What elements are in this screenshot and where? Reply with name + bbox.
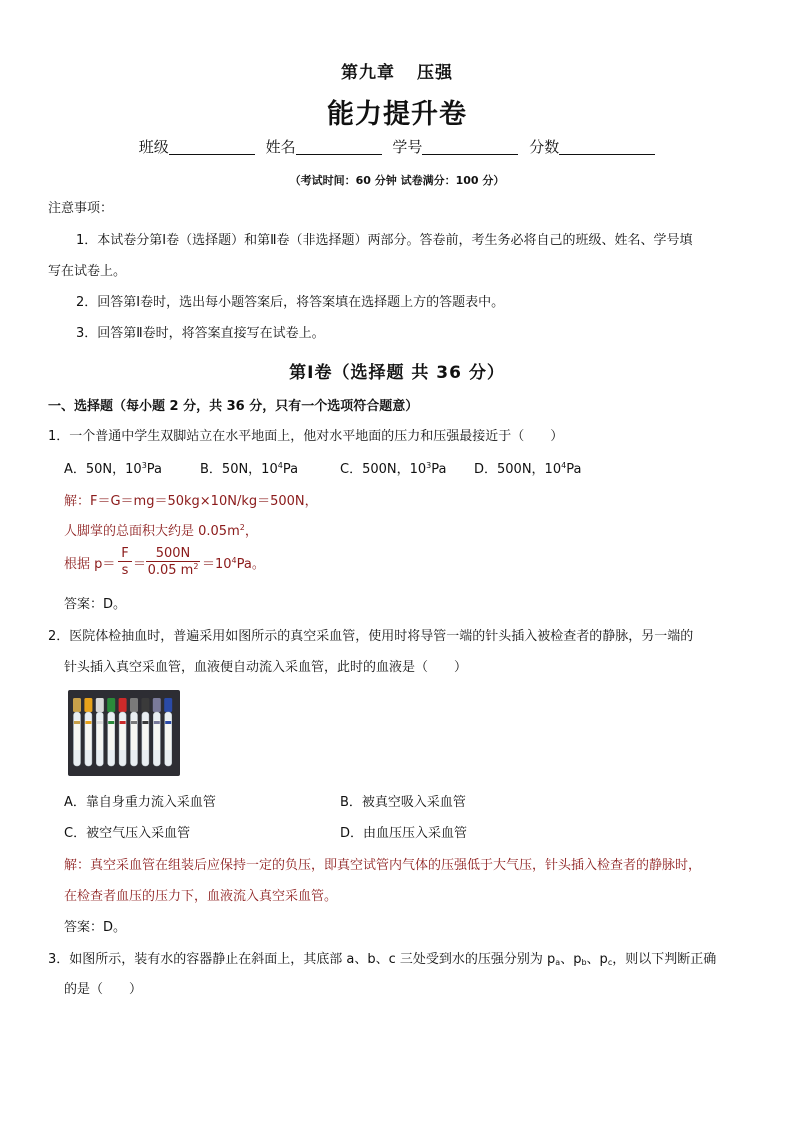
tube-cap (130, 698, 138, 712)
tube-cap (96, 698, 104, 712)
blood-tube (141, 698, 149, 766)
tube-label-stripe (131, 721, 137, 724)
tube-cap (141, 698, 149, 712)
tube-label-stripe (165, 721, 171, 724)
paper-title: 能力提升卷 (327, 99, 467, 130)
tube-label-stripe (74, 721, 80, 724)
score-label: 分数 (529, 138, 560, 156)
tube-cap (153, 698, 161, 712)
q1-option-a: A．50N，$10^3Pa$ (64, 461, 163, 477)
blood-tube (73, 698, 81, 766)
tube-label (74, 720, 80, 750)
blood-tube (164, 698, 172, 766)
q1-result: $=10^4Pa$。 (202, 556, 265, 572)
q1-formula-prefix: 根据 p＝ (64, 557, 116, 572)
blood-tube (107, 698, 115, 766)
notice-item-1: 1．本试卷分第Ⅰ卷（选择题）和第Ⅱ卷（非选择题）两部分。答卷前，考生务必将自己的班级、姓名、学号填 (76, 233, 693, 248)
tube-label (85, 720, 91, 750)
q2-solution-line-2: 在检查者血压的压力下，血液流入真空采血管。 (64, 889, 338, 904)
q2-answer: 答案：D。 (64, 920, 127, 935)
blood-tube (130, 698, 138, 766)
tube-cap (73, 698, 81, 712)
q1-answer: 答案：D。 (64, 597, 127, 612)
blood-tube (153, 698, 161, 766)
tube-label (108, 720, 114, 750)
tube-cap (84, 698, 92, 712)
q2-option-c: C．被空气压入采血管 (64, 826, 191, 841)
blood-tube (96, 698, 104, 766)
student-id-label: 学号 (392, 138, 423, 156)
tube-label-stripe (97, 721, 103, 724)
tube-label (154, 720, 160, 750)
part-heading: 一、选择题（每小题 2 分，共 36 分，只有一个选项符合题意） (48, 399, 419, 414)
tube-illustration (68, 690, 180, 776)
q2-option-d: D．由血压压入采血管 (340, 826, 468, 841)
tube-cap (119, 698, 127, 712)
tube-label (120, 720, 126, 750)
notice-item-2: 2．回答第Ⅰ卷时，选出每小题答案后，将答案填在选择题上方的答题表中。 (76, 295, 505, 310)
section-title: 第Ⅰ卷（选择题 共 36 分） (289, 363, 505, 383)
q1-option-d: D．500N，$10^4Pa$ (474, 461, 582, 477)
question-2-stem: 2．医院体检抽血时，普遍采用如图所示的真空采血管，使用时将导管一端的针头插入被检查者的静脉，另一端的 (48, 629, 694, 644)
student-info-row (0, 136, 794, 157)
class-field[interactable] (169, 138, 255, 155)
tube-label-stripe (154, 721, 160, 724)
chapter-number: 第九章 (341, 63, 395, 83)
class-label: 班级 (138, 138, 169, 156)
student-id-field[interactable] (422, 138, 518, 155)
tube-cap (107, 698, 115, 712)
tube-label-stripe (120, 721, 126, 724)
question-3-stem-cont: 的是（ ） (64, 982, 143, 997)
question-3-stem: 3．如图所示，装有水的容器静止在斜面上，其底部 a、b、c 三处受到水的压强分别为 $p_a$、$p_b$、$p_c$，则以下判断正确 (48, 952, 717, 967)
tube-label (142, 720, 148, 750)
notice-heading: 注意事项： (48, 201, 114, 216)
exam-info: （考试时间：60 分钟 试卷满分：100 分） (289, 174, 505, 187)
q1-fraction-f-over-s: $\frac{F}{s}$ (118, 546, 132, 579)
q2-option-a: A．靠自身重力流入采血管 (64, 795, 216, 810)
notice-item-1-cont: 写在试卷上。 (48, 264, 127, 279)
blood-tube (84, 698, 92, 766)
tube-label-stripe (85, 721, 91, 724)
tube-label (131, 720, 137, 750)
tube-cap (164, 698, 172, 712)
q1-option-b: B．50N，$10^4Pa$ (200, 461, 299, 477)
q1-solution-line-1: 解：F＝G＝mg＝50kg×10N/kg＝500N， (64, 494, 318, 509)
name-field[interactable] (296, 138, 382, 155)
q1-fraction-values: $\frac{500N}{0.05 m^2}$ (147, 546, 199, 578)
chapter-heading (0, 58, 794, 83)
vacuum-blood-tubes-photo (68, 690, 180, 776)
q2-solution-line-1: 解：真空采血管在组装后应保持一定的负压，即真空试管内气体的压强低于大气压，针头插入检查者的静脉时， (64, 858, 702, 873)
tube-label-stripe (142, 721, 148, 724)
q1-option-c: C．500N，$10^3Pa$ (340, 461, 447, 477)
tube-label (165, 720, 171, 750)
notice-item-3: 3．回答第Ⅱ卷时，将答案直接写在试卷上。 (76, 326, 325, 341)
q2-option-b: B．被真空吸入采血管 (340, 795, 466, 810)
name-label: 姓名 (265, 138, 296, 156)
q1-equals-1: ＝ (133, 557, 147, 572)
tube-label-stripe (108, 721, 114, 724)
blood-tube (119, 698, 127, 766)
question-1-stem: 1．一个普通中学生双脚站立在水平地面上，他对水平地面的压力和压强最接近于（ ） (48, 429, 564, 444)
chapter-topic: 压强 (417, 63, 453, 83)
tube-label (97, 720, 103, 750)
q1-solution-line-2: 人脚掌的总面积大约是 $0.05m^2$， (64, 523, 258, 539)
question-2-stem-cont: 针头插入真空采血管，血液便自动流入采血管，此时的血液是（ ） (64, 660, 468, 675)
score-field[interactable] (559, 138, 655, 155)
